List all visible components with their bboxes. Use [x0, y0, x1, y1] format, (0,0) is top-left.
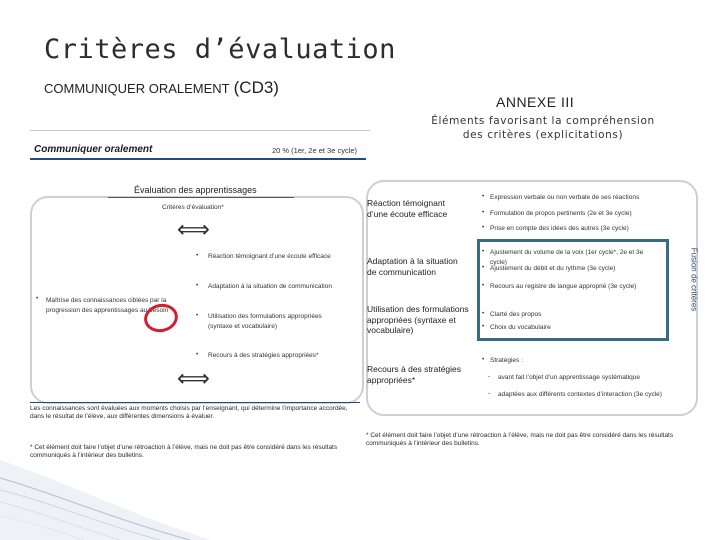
group3-item-2: Choix du vocabulaire — [490, 324, 551, 331]
group1-item-1: Expression verbale ou non verbale de ses réactions — [490, 194, 640, 201]
section-header: Communiquer oralement — [34, 144, 153, 155]
dash-mark: - — [488, 373, 491, 380]
criterion-3: Utilisation des formulations appropriées (syntaxe et vocabulaire) — [208, 313, 322, 330]
strategy-item-2: adaptées aux différents contextes d’interaction (3e cycle) — [498, 391, 662, 398]
footnote-main: Les connaissances sont évaluées aux moments choisis par l’enseignant, qui détermine l’importance accordée, dans le résultat de l’élève, aux différentes dimensions à évaluer. — [30, 405, 348, 420]
double-arrow-icon: ⟺ — [177, 366, 210, 392]
fusion-side-label — [686, 228, 700, 334]
slide-subtitle — [44, 78, 279, 98]
annexe-subtitle: Éléments favorisant la compréhension des critères (explicitations) — [431, 115, 655, 141]
group2-item-2: Ajustement du débit et du rythme (3e cycle) — [490, 265, 616, 272]
criterion-dot: • — [196, 312, 199, 319]
footnote-right: * Cet élément doit faire l’objet d’une rétroaction à l’élève, mais ne doit pas être considéré dans les résultats communiqués à l’intérieur des bulletins. — [366, 432, 674, 447]
annexe-label: ANNEXE III — [496, 94, 575, 110]
subtitle-text: COMMUNIQUER ORALEMENT — [44, 81, 230, 96]
weight-label: 20 % (1er, 2e et 3e cycle) — [272, 146, 358, 155]
evaluation-underline — [108, 197, 294, 198]
left-bullet-dot: • — [36, 295, 39, 302]
right-heading-1: Réaction témoignant d’une écoute efficace — [367, 198, 448, 219]
slide-title: Critères d’évaluation — [44, 34, 396, 65]
fusion-label-text: Fusion de critères — [689, 247, 699, 312]
bullet-dot: • — [482, 209, 485, 216]
bullet-dot: • — [482, 248, 485, 255]
header-rule — [30, 158, 366, 160]
left-bullet-text: Maîtrise des connaissances ciblées par la progression des apprentissages au besoin — [46, 297, 169, 314]
footnote-left: * Cet élément doit faire l’objet d’une rétroaction à l’élève, mais ne doit pas être considéré dans les résultats communiqués à l’intérieur des bulletins. — [30, 444, 338, 459]
strategy-item-1: avant fait l’objet d’un apprentissage systématique — [498, 374, 641, 381]
right-heading-4: Recours à des stratégies appropriées* — [367, 364, 462, 385]
bullet-dot: • — [482, 310, 485, 317]
bullet-dot: • — [482, 224, 485, 231]
group3-item-1: Clarté des propos — [490, 311, 542, 318]
footnote-rule — [30, 402, 360, 403]
criterion-dot: • — [196, 252, 199, 259]
group1-item-2: Formulation de propos pertinents (2e et 3e cycle) — [490, 210, 632, 217]
double-arrow-icon: ⟺ — [177, 217, 210, 243]
criterion-dot: • — [196, 351, 199, 358]
right-heading-3: Utilisation des formulations appropriées (syntaxe et vocabulaire) — [367, 304, 469, 335]
criterion-dot: • — [196, 282, 199, 289]
group2-item-1: Ajustement du volume de la voix (1er cycle*, 2e et 3e cycle) — [490, 249, 644, 266]
criteria-title: Critères d’évaluation* — [162, 204, 224, 211]
right-heading-2: Adaptation à la situation de communication — [367, 256, 458, 277]
decorative-swoosh — [0, 430, 210, 540]
criterion-1: Réaction témoignant d’une écoute efficace — [208, 253, 331, 260]
bullet-dot: • — [482, 282, 485, 289]
criterion-2: Adaptation à la situation de communication — [208, 283, 332, 290]
criterion-4: Recours à des stratégies appropriées* — [208, 352, 319, 359]
subtitle-code: (CD3) — [233, 78, 279, 97]
bullet-dot: • — [482, 264, 485, 271]
bullet-dot: • — [482, 193, 485, 200]
group2-item-3: Recours au registre de langue approprié (3e cycle) — [490, 283, 637, 290]
top-divider — [30, 130, 370, 131]
bullet-dot: • — [482, 323, 485, 330]
strategies-label: Stratégies : — [490, 357, 523, 364]
group1-item-3: Prise en compte des idées des autres (3e cycle) — [490, 225, 629, 232]
bullet-dot: • — [482, 356, 485, 363]
dash-mark: - — [488, 390, 491, 397]
evaluation-title: Évaluation des apprentissages — [134, 185, 257, 195]
